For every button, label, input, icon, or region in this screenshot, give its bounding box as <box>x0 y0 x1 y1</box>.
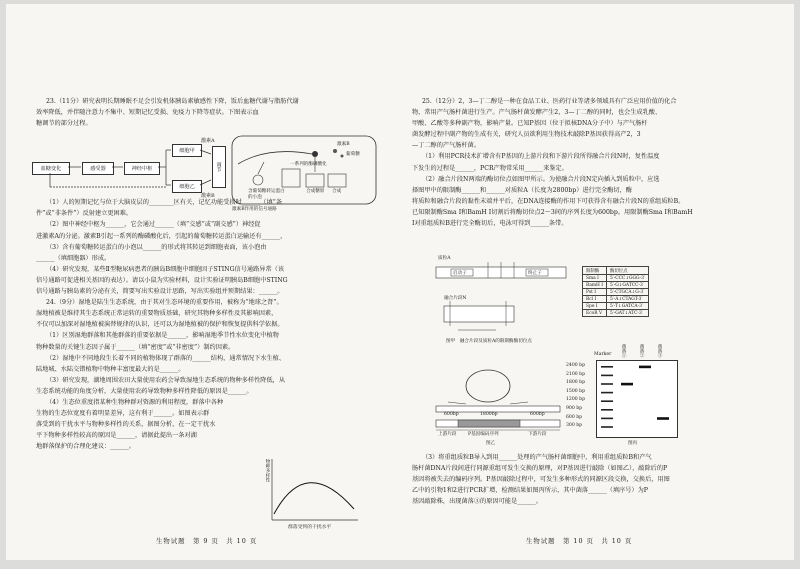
ladder-size-label: 1800 bp <box>566 380 586 386</box>
footer-right: 生物试题 第 10 页 共 10 页 <box>526 537 633 545</box>
q23-sub2: （2）图中神经中枢为______，它会通过______（填“交感”或“副交感”）神经促 <box>46 221 261 229</box>
q25-line: —丁二醇的产气肠杆菌。 <box>412 142 481 150</box>
q24-line: 陆地城、水陆交错植物中物种丰富度最大的是______。 <box>36 365 185 373</box>
q24-line: 平下物种多样性较高的原因是______，请据此提出一条对湖 <box>36 432 197 440</box>
ladder-band <box>601 366 613 368</box>
downstream-label: 下游片段 <box>528 432 547 437</box>
enzyme-chain-label: 一系列的酶磷酸化 <box>290 162 327 167</box>
ladder-band <box>601 409 613 411</box>
recombinant-plasmid <box>466 370 510 402</box>
glycogen-label: 合成糖原 <box>306 189 325 194</box>
cell-a-box: 细胞甲 <box>172 144 202 157</box>
figure-b-caption: 图乙 <box>486 441 496 446</box>
q24-line: （1）区别湿地群落和其他群落的重要依据是______，影响湿地季节性水位变化中植物 <box>46 332 279 340</box>
q24-line: 物种数量的关键生态因子属于______（填“密度”或“非密度”）制约因素。 <box>36 343 235 351</box>
enzyme-site: 5′-CCC↓GGG-3′ <box>606 275 648 282</box>
q25-sub3-line: （3）将重组质粒B导入到用______处理的产气肠杆菌细胞中，利用重组质粒B和产气 <box>422 454 652 461</box>
q24-line: （3）研究发现，湖地周围农田大量使用农药会导致湿地生态系统的物种多样性降低，从 <box>46 376 286 384</box>
ladder-band <box>601 375 613 377</box>
receptor-box: 感受器 <box>82 162 114 175</box>
length-p-gene: 1800bp <box>480 412 498 417</box>
ladder-size-label: 600 bp <box>566 414 583 420</box>
ladder-band <box>601 418 613 420</box>
q24-line: 生物的生态位宽度有着明显差异，这有利于______。如图表示群 <box>36 410 210 418</box>
ladder-size-label: 2100 bp <box>566 371 586 377</box>
ladder-band <box>601 426 613 428</box>
ladder-size-label: 900 bp <box>566 406 583 411</box>
q25-line: 物，常用产气肠杆菌进行生产。产气肠杆菌发酵产生2，3—丁二醇的同时，也会生成乳酸、 <box>412 109 662 117</box>
figure-c-caption: 图丙 <box>628 441 638 446</box>
enzyme-name: Sma Ⅰ <box>583 275 607 282</box>
enzyme-site: 5′-CTGCA↓G-3′ <box>606 289 648 296</box>
graph-xlabel: 群落受到的干扰水平 <box>288 525 332 530</box>
q23-sub4: （4）研究发现，某些Ⅱ型糖尿病患者的胰岛B细胞中细胞因子STING信号通路异常（该 <box>46 265 285 273</box>
q23-sub2: 进激素A的分泌。激素B引起一系列的酶磷酸化后，引起的葡萄糖转运蛋白运输还有______， <box>36 232 287 240</box>
blood-sugar-box: 血糖变化 <box>32 162 70 175</box>
enzyme-name: Pst Ⅰ <box>583 289 607 296</box>
enzyme-col-head: 限制酶 <box>583 267 607 275</box>
q25-sub3-line: 肠杆菌DNA片段间进行同源重组可发生交换的原理，对P基因进行敲除（如图乙），敲除后的P <box>412 465 668 473</box>
q23-sub1: 件”或“非条件”）反射建立更困难。 <box>36 210 133 218</box>
colony-band <box>639 366 651 369</box>
vesicle-label: 含葡萄糖转运蛋白的小泡 <box>248 189 285 200</box>
q23-sub4: 信号通路与胰岛素的分泌有关，简要写出实验设计思路，写出实验组并预期结果：______。 <box>36 288 284 296</box>
q25-line: 甲酸、乙酸等多种副产物，影响产量。已知P基因（位于拟核DNA分子中）与产气肠杆 <box>412 120 648 128</box>
gel-bands <box>597 361 677 437</box>
q24-line: 不仅可以加深对湿地植被演替规律的认识，还可以为湿地植被的保护和恢复提供科学依据。 <box>36 321 284 329</box>
q25-sub3 <box>412 452 772 507</box>
q25-sub3-line: 基因将被失去的编码序列。P基因敲除过程中，可发生多种形式的同源区段交换，交换后，用图 <box>412 476 670 484</box>
q24-line: 24.（9分）湿地是陆生生态系统，由于其对生态环境的重要作用，被称为“地球之肾”。 <box>46 299 283 307</box>
q23-line: 糖调节的部分过程。 <box>36 120 92 128</box>
plasmid-a-label: 质粒A <box>438 256 451 261</box>
p-gene-label: P基因编码序列 <box>468 432 499 437</box>
ladder-band <box>601 392 613 394</box>
q25-line: 已知限制酶Sma Ⅰ和BamH Ⅰ切割后将酶切位点2～3间的序列长度为600bp。用限制酶Sma Ⅰ和BamH <box>412 208 693 216</box>
q25-line: Ⅰ对重组质粒B进行完全酶切后，电泳可得到______条带。 <box>412 220 568 228</box>
figure-a-caption: 图甲 融合片段及质粒A的限制酶酶切位点 <box>446 339 533 344</box>
ladder-size-label: 1500 bp <box>566 388 586 394</box>
q24-line: （4）生态位重度指某种生物种群对资源的利用程度，群落中各种 <box>46 398 224 406</box>
q25-sub3-line: 基因敲除株，出现菌落③的原因可能是______。 <box>412 498 542 506</box>
fat-synthesis-label: 合成 <box>332 189 342 194</box>
exam-sheet <box>6 4 794 560</box>
graph-ylabel: 物种多样性 <box>265 459 270 482</box>
enzyme-site: 5′-G↓GATCC-3′ <box>606 282 648 289</box>
colony-lane-label: 菌落② <box>639 344 644 358</box>
ladder-band <box>601 383 613 385</box>
marker-label: Marker <box>594 352 612 357</box>
hormone-a-label: 激素A <box>201 138 215 144</box>
length-downstream: 600bp <box>530 412 545 417</box>
q23-sub4: 信号通路可促进相关基因的表达）。请以小鼠为实验材料，设计实验证明胰岛B细胞中STING <box>36 276 288 284</box>
q24-line: 地群落保护的合理化建议：______。 <box>36 443 135 451</box>
q23-sub3: （3）含有葡萄糖转运蛋白的小泡以______的形式将其转运到细胞表面，该小泡由 <box>46 243 267 251</box>
q24-line: 湿地植被是维持其生态系统正常运转的重要物质基础，研究其物种多样性及其影响因素， <box>36 310 278 318</box>
colony-lane-label: 菌落③ <box>657 344 662 358</box>
length-upstream: 600bp <box>444 412 459 417</box>
q24-line: 生态系统功能的角度分析，大量使用农药导致物种多样性降低的原因是______。 <box>36 387 253 395</box>
ladder-size-label: 300 bp <box>566 423 583 429</box>
promoter-label: 启动子 <box>453 271 467 276</box>
q25-line: 25.（12分）2，3—丁二醇是一种在食品工业、医药行业等诸多领域具有广泛应用价值的化合 <box>422 98 677 105</box>
q25-line: （1）利用PCR技术扩增含有P基因的上游片段和下游片段所得融合片段N时，复性温度 <box>422 153 660 161</box>
signal-pathway-label: 激素B作用的信号通路 <box>232 207 277 212</box>
site-col-head: 酶切位点 <box>606 267 648 275</box>
q23-sub1: （1）人的短期记忆与位于大脑皮层的________区有关，记忆功能受损时______（填“条 <box>46 199 283 207</box>
q25-line: 菌发酵过程中副产物的生成有关，研究人员欲利用生物技术敲除P基因获得高产2，3 <box>412 131 641 139</box>
enzyme-name: EcoR Ⅴ <box>583 310 607 317</box>
colony-band <box>621 383 633 386</box>
q23-sub3: ______（填细胞器）形成。 <box>36 254 111 262</box>
ladder-size-label: 2400 bp <box>566 363 586 368</box>
q24-line: （2）湿地中不同地段生长着不同的植物体现了群落的______结构，通常情况下水生植、 <box>46 354 286 362</box>
ladder-band <box>601 400 613 402</box>
q25-line: 下发生的过程是______，PCR产物常采用______来鉴定。 <box>412 164 568 172</box>
q23-line: 效率降低，并伴随注意力不集中、短期记忆受损、免疫力下降等症状。下图表示血 <box>36 109 259 117</box>
q25-sub3-line: 乙中的引物1和2进行PCR扩增，检测结果如图丙所示，其中菌落______（填序号）为P <box>412 487 648 495</box>
hormone-b-label: 激素B <box>201 193 215 199</box>
hormone-b-mol-label: 激素B <box>337 142 350 147</box>
enzyme-site: 5′-A↓CTAGT-3′ <box>606 296 648 303</box>
q24-line: 落受到的干扰水平与物种多样性的关系，据图分析，在一定干扰水 <box>36 421 216 429</box>
terminator-label: 终止子 <box>528 271 542 276</box>
regulate-box: 调节 <box>212 146 226 188</box>
q25-line: （2）融合片段N两端的酶切位点如图甲所示。为使融合片段N定向插入到质粒中，应选 <box>422 175 660 183</box>
colony-band <box>657 417 669 420</box>
nerve-center-box: 神经中枢 <box>124 162 160 175</box>
enzyme-site: 5′-GAT↓ATC-3′ <box>606 310 648 317</box>
colony-lane-label: 菌落① <box>621 344 626 358</box>
gel-image <box>596 360 678 438</box>
enzyme-name: BamH Ⅰ <box>583 282 607 289</box>
ladder-size-label: 1200 bp <box>566 397 586 403</box>
fusion-n-label: 融合片段N <box>444 296 467 301</box>
enzyme-name: Bcl Ⅰ <box>583 296 607 303</box>
enzyme-site: 5′-T↓GATCA-3′ <box>606 303 648 310</box>
q25-line: 将质粒和融合片段的黏性末端并平后，在DNA连接酶的作用下可获得含有融合片段N的重组质粒B。 <box>412 197 685 205</box>
p-gene-region <box>458 420 520 427</box>
upstream-label: 上游片段 <box>438 432 457 437</box>
q25-line: 择图甲中的限制酶______和______对质粒A（长度为2800bp）进行完全酶切，酶 <box>412 186 632 194</box>
footer-left: 生物试题 第 9 页 共 10 页 <box>156 537 258 545</box>
enzyme-name: Spe Ⅰ <box>583 303 607 310</box>
glucose-label: 葡萄糖 <box>346 152 360 157</box>
cell-b-box: 细胞乙 <box>172 180 202 193</box>
q23-line: 23.（11分）研究表明长期睡眠不足会引发机体胰岛素敏感性下降，饭后血糖代谢与脂肪代谢 <box>46 98 299 105</box>
